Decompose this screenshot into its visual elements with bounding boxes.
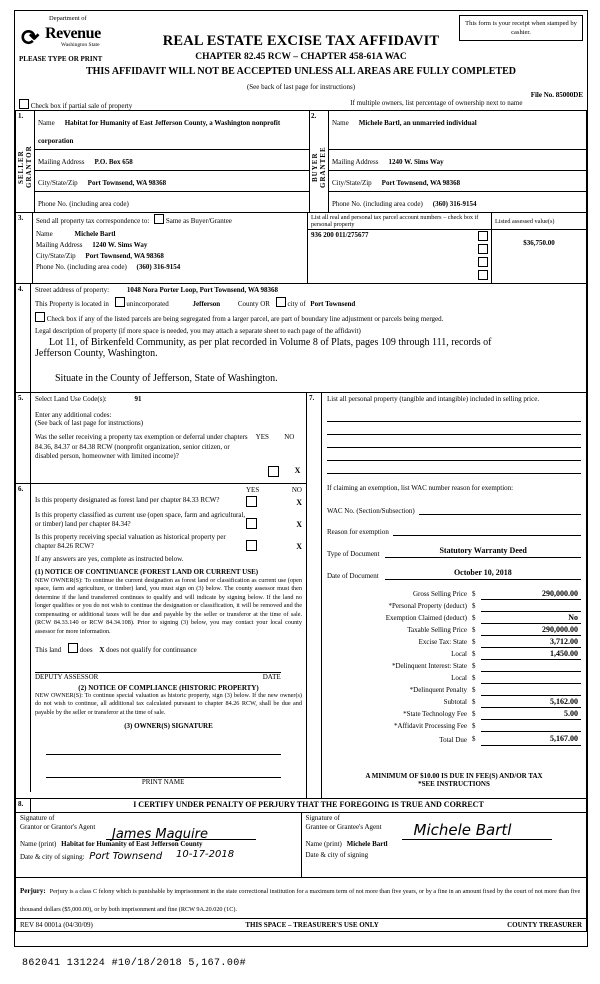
tax-dollar: $ [472,734,476,743]
does-not-mark[interactable]: X [99,645,105,654]
tax-dollar: $ [472,625,476,634]
tax-value[interactable]: 290,000.00 [481,624,581,636]
multiple-owners-note: If multiple owners, list percentage of ownership next to name [350,99,523,107]
street-address-value: 1048 Nora Porter Loop, Port Townsend, WA 98368 [126,286,279,294]
q3-no-mark[interactable]: X [296,541,302,551]
please-type-print: PLEASE TYPE OR PRINT [19,55,103,63]
receipt-note: This form is your receipt when stamped by cashier. [459,15,583,41]
tax-label: Local [451,649,467,658]
grantor-date-label: Date & city of signing: [20,853,85,861]
tax-dollar: $ [472,673,476,682]
seller-mailing-label: Mailing Address [38,158,85,166]
tax-value[interactable]: 5,162.00 [481,696,581,708]
buyer-phone-label: Phone No. (including area code) [332,200,423,208]
revenue-wordmark: Revenue [45,25,101,42]
exemption-yes-checkbox[interactable] [268,466,279,477]
section3-table [15,213,587,284]
parcel-3-checkbox[interactable] [478,270,488,280]
tax-value[interactable]: No [481,612,581,624]
form-header [15,11,587,81]
deputy-assessor-label: DEPUTY ASSESSOR [35,672,99,681]
s3-mailing-value: 1240 W. Sims Way [92,241,148,249]
grantee-signature[interactable]: Michele Bartl [413,821,512,839]
parcel-0-checkbox[interactable] [478,231,488,241]
wac-label: WAC No. (Section/Subsection) [327,506,415,515]
land-use-value: 91 [134,395,142,403]
perjury-block [15,878,587,919]
date-doc-label: Date of Document [327,571,379,580]
chapter-subtitle: CHAPTER 82.45 RCW – CHAPTER 458-61A WAC [195,52,407,62]
print-name-label: PRINT NAME [141,778,185,787]
tax-label: Exemption Claimed (deduct) [385,613,467,622]
treasurer-space-label: THIS SPACE – TREASURER'S USE ONLY [245,921,379,929]
tax-value[interactable] [481,660,581,672]
reason-value[interactable] [393,525,581,536]
partial-sale-checkbox[interactable] [19,99,29,109]
grantor-name-label: Name (print) [20,840,57,848]
additional-codes-label: Enter any additional codes: [35,411,112,419]
tax-row [327,636,581,648]
department-label: Department of [49,15,87,22]
q3-yes-checkbox[interactable] [246,540,257,551]
legal-text-2: Jefferson County, Washington. [35,348,158,359]
treasurer-stamp: 862041 131224 #10/18/2018 5,167.00# [22,958,247,969]
buyer-csz-label: City/State/Zip [332,179,372,187]
grantor-signature[interactable]: James Maguire [112,827,208,842]
section7-number: 7. [309,394,315,402]
tax-row [327,660,581,672]
send-correspondence-label: Send all property tax correspondence to: [36,217,150,225]
parcel-2-checkbox[interactable] [478,257,488,267]
revenue-logo: ⟳ [21,25,40,50]
seller-phone-label: Phone No. (including area code) [38,200,129,208]
tax-row [327,720,581,732]
page-title: REAL ESTATE EXCISE TAX AFFIDAVIT [162,33,440,49]
perjury-label: Perjury: [20,887,46,895]
street-address-label: Street address of property: [35,286,110,294]
tax-label: Excise Tax: State [418,637,467,646]
legal-description-label: Legal description of property (if more space is needed, you may attach a separate sheet to each page of the affidavit) [35,327,361,335]
grantee-name-value: Michele Bartl [346,840,388,848]
tax-label: *Affidavit Processing Fee [394,721,467,730]
tax-value[interactable] [481,672,581,684]
s6-no-label: NO [291,485,302,494]
county-treasurer-label: COUNTY TREASURER [507,921,582,929]
assessed-value: $36,750.00 [523,239,555,247]
q2-no-mark[interactable]: X [296,519,302,529]
tax-row [327,672,581,684]
parcel-1-checkbox[interactable] [478,244,488,254]
date-doc-value[interactable]: October 10, 2018 [385,568,581,580]
buyer-csz-value: Port Townsend, WA 98368 [381,179,461,187]
tax-row [327,588,581,600]
completion-warning: THIS AFFIDAVIT WILL NOT BE ACCEPTED UNLESS ALL AREAS ARE FULLY COMPLETED [85,66,517,77]
tax-value[interactable] [481,720,581,732]
tax-label: *Delinquent Interest: State [391,661,467,670]
segregated-checkbox[interactable] [35,312,45,322]
does-qualify-checkbox[interactable] [68,643,78,653]
section1-table [15,110,587,213]
owner-signature-title: (3) OWNER(S) SIGNATURE [124,722,213,731]
tax-calculation-table [327,588,581,747]
personal-prop-line[interactable] [327,435,581,448]
parcel-row [311,257,488,267]
tax-value[interactable]: 290,000.00 [481,588,581,600]
does-not-label: does not qualify for continuance [106,645,197,654]
tax-label: *Personal Property (deduct) [388,601,467,610]
type-doc-label: Type of Document [327,549,380,558]
q1-no-mark[interactable]: X [296,497,302,507]
seller-name-label: Name [38,119,55,127]
grantor-date-value[interactable]: Port Townsend [89,851,163,862]
section6-number: 6. [18,484,24,493]
reason-label: Reason for exemption [327,527,389,536]
tax-dollar: $ [472,709,476,718]
tax-label: Taxable Selling Price [407,625,467,634]
personal-prop-line[interactable] [327,461,581,474]
type-doc-value[interactable]: Statutory Warranty Deed [385,546,581,558]
current-use-question: Is this property classified as current use (open space, farm and agricultural, or timber) land per chapter 84.34? [35,510,246,528]
forest-land-question: Is this property designated as forest land per chapter 84.33 RCW? [35,495,220,504]
deputy-date-label: DATE [262,672,281,681]
parcel-0: 936 200 011/275677 [311,231,369,239]
tax-row [327,696,581,708]
send-correspondence-row[interactable] [36,214,304,225]
s3-csz-label: City/State/Zip [36,252,76,260]
claiming-exemption-label: If claiming an exemption, list WAC number reason for exemption: [327,483,514,492]
tax-dollar: $ [472,685,476,694]
q1-yes-checkbox[interactable] [246,496,257,507]
personal-property-label: List all personal property (tangible and intangible) included in selling price. [327,395,540,403]
notice-continuance-body: NEW OWNER(S): To continue the current designation as forest land or classification as current use (open space, farm and agriculture, or timber) land, you must sign on (3) below. The county assessor must then determine if the land transferred continues to qualify and will indicate by signing below. If the land no longer qualifies or you do not wish to continue the designation or classification, it will be removed and the compensating or additional taxes will be due and payable by the seller or transferor at the time of sale. (RCW 84.33.140 or RCW 84.34.108). Prior to signing (3) below, you may contact your local county assessor for more information. [35,576,302,636]
tax-row [327,732,581,746]
wac-value[interactable] [419,504,581,515]
assessed-header: Listed assessed value(s) [492,213,587,230]
tax-value[interactable] [481,600,581,612]
city-checkbox[interactable] [276,297,286,307]
s3-name-value: Michele Bartl [74,230,116,238]
tax-value[interactable]: 1,450.00 [481,648,581,660]
rev-form-number: REV 84 0001a (04/30/09) [20,921,93,929]
tax-label: Total Due [439,735,467,744]
tax-row [327,708,581,720]
parcel-row [311,244,488,254]
legal-text-1: Lot 11, of Birkenfeld Community, as per plat recorded in Volume 8 of Plats, pages 109 through 111, records of [49,337,492,348]
buyer-mailing-value: 1240 W. Sims Way [388,158,444,166]
tax-row [327,600,581,612]
tax-dollar: $ [472,637,476,646]
tax-value[interactable]: 5,167.00 [481,732,581,746]
this-land-label: This land [35,645,62,654]
partial-sale-label: Check box if partial sale of property [30,102,133,110]
section5-number: 5. [18,394,24,402]
unincorporated-label: unincorporated [126,300,169,308]
historic-question: Is this property receiving special valuation as historical property per chapter 84.26 RCW? [35,532,226,550]
tax-dollar: $ [472,613,476,622]
seller-name-value: Habitat for Humanity of East Jefferson County, a Washington nonprofit corporation [38,119,281,145]
tax-label: *State Technology Fee [403,709,467,718]
grantee-name-label: Name (print) [305,840,342,848]
tax-label: *Delinquent Penalty [409,685,467,694]
revenue-sub: Washington State [61,42,100,48]
tax-label: Gross Selling Price [412,589,467,598]
tax-label: Subtotal [443,697,467,706]
tax-dollar: $ [472,601,476,610]
grantor-date-hand: 10-17-2018 [176,849,235,860]
certify-statement: I CERTIFY UNDER PENALTY OF PERJURY THAT THE FOREGOING IS TRUE AND CORRECT [133,800,484,809]
located-in-label: This Property is located in [35,300,109,308]
affidavit-form [14,10,588,947]
if-any-answers-note: If any answers are yes, complete as instructed below. [35,554,184,563]
exemption-question: Was the seller receiving a property tax exemption or deferral under chapters 84.36, 84.37 or 84.38 RCW (nonprofit organization, senior citizen, or disabled person, homeowner with limited income)? [35,433,248,460]
s6-yes-label: YES [246,485,260,494]
see-back-note: (See back of last page for instructions) [246,83,356,91]
personal-prop-line[interactable] [327,410,581,422]
section8-block: 8. I CERTIFY UNDER PENALTY OF PERJURY THAT THE FOREGOING IS TRUE AND CORRECT Signature of Grantor or Grantor's Agent James Maguire Name (print) Habitat for Humanity of East Jefferson County Date & city of signing: Port Townsend 10-17-2018 Signature of Grantee or Grantee's Agent Michele Bartl Name (print) Michele Bartl Date & city of signing [15,799,587,878]
no-label: NO [284,433,295,441]
section4-block [15,284,587,393]
buyer-name-value: Michele Bartl, an unmarried individual [358,119,477,127]
perjury-text: Perjury is a class C felony which is punishable by imprisonment in the state correctional institution for a maximum term of not more than five years, or by a fine in an amount fixed by the court of not more than five thousand dollars ($5,000.00), or by both imprisonment and fine (RCW 9A.20.020 (1C). [20,888,581,913]
parcel-header: List all real and personal tax parcel account numbers – check box if personal property [308,213,492,230]
notice-compliance-title: (2) NOTICE OF COMPLIANCE (HISTORIC PROPERTY) [78,683,259,692]
unincorporated-checkbox[interactable] [115,297,125,307]
tax-row [327,648,581,660]
tax-value[interactable]: 5.00 [481,708,581,720]
s3-mailing-label: Mailing Address [36,241,83,249]
segregated-note: Check box if any of the listed parcels are being segregated from a larger parcel, are part of boundary line adjustment or parcels being merged. [46,315,444,323]
s3-csz-value: Port Townsend, WA 98368 [85,252,164,260]
buyer-name-label: Name [332,119,349,127]
partial-sale-check[interactable] [19,99,290,110]
file-number: File No. 85000DE [530,91,583,99]
s3-name-label: Name [36,230,53,238]
section1-number: 1. [18,112,24,120]
seller-csz-value: Port Townsend, WA 98368 [87,179,167,187]
personal-prop-line[interactable] [327,422,581,435]
county-value: Jefferson [192,300,221,308]
tax-dollar: $ [472,589,476,598]
tax-value[interactable] [481,684,581,696]
section3-number: 3. [18,214,24,222]
minimum-fee-note: A MINIMUM OF $10.00 IS DUE IN FEE(S) AND/OR TAX [365,772,543,780]
seller-csz-label: City/State/Zip [38,179,78,187]
city-value: Port Townsend [310,300,356,308]
personal-prop-line[interactable] [327,448,581,461]
section4-number: 4. [18,285,24,293]
yesno-header [248,433,302,441]
tax-row [327,684,581,696]
tax-label: Local [451,673,467,682]
grantee-date-label: Date & city of signing [305,851,369,859]
does-label: does [79,645,93,654]
buyer-mailing-label: Mailing Address [332,158,379,166]
notice-compliance-body: NEW OWNER(S): To continue special valuation as historic property, sign (3) below. If the new owner(s) do not wish to continue, all additional tax calculated pursuant to chapter 84.26 RCW, shall be due and payable by the seller or transferor at the time of sale. [35,691,302,716]
notice-continuance-title: (1) NOTICE OF CONTINUANCE (FOREST LAND OR CURRENT USE) [35,567,259,576]
section2-number: 2. [311,112,317,120]
tax-dollar: $ [472,661,476,670]
tax-dollar: $ [472,649,476,658]
seller-mailing-value: P.O. Box 658 [94,158,133,166]
city-of-label: city of [287,300,306,308]
tax-row [327,612,581,624]
tax-row [327,624,581,636]
same-as-buyer-label: Same as Buyer/Grantee [165,217,232,225]
s3-phone-label: Phone No. (including area code) [36,263,127,271]
grantor-name-value: Habitat for Humanity of East Jefferson County [61,840,203,848]
q2-yes-checkbox[interactable] [246,518,257,529]
section8-number: 8. [18,800,24,808]
same-as-buyer-checkbox[interactable] [154,214,164,224]
yes-label: YES [255,433,269,441]
owner-signature-line[interactable] [46,754,281,755]
form-footer [15,919,587,932]
seller-grantor-label: SELLER GRANTOR [17,145,33,188]
parcel-row [311,270,488,280]
buyer-phone-value: (360) 316-9154 [432,200,477,208]
tax-dollar: $ [472,721,476,730]
section-567-block [15,393,587,799]
land-use-label: Select Land Use Code(s): [35,395,107,403]
tax-value[interactable]: 3,712.00 [481,636,581,648]
see-back-label: (See back of last page for instructions) [35,419,144,427]
see-instructions-note: *SEE INSTRUCTIONS [418,780,490,788]
parcel-row [311,231,488,241]
tax-dollar: $ [472,697,476,706]
exemption-no-mark[interactable]: X [294,465,301,475]
buyer-grantee-label: BUYER GRANTEE [311,145,327,188]
county-or-label: County OR [237,300,270,308]
s3-phone-value: (360) 316-9154 [136,263,181,271]
legal-text-3: Situate in the County of Jefferson, State of Washington. [55,373,278,384]
